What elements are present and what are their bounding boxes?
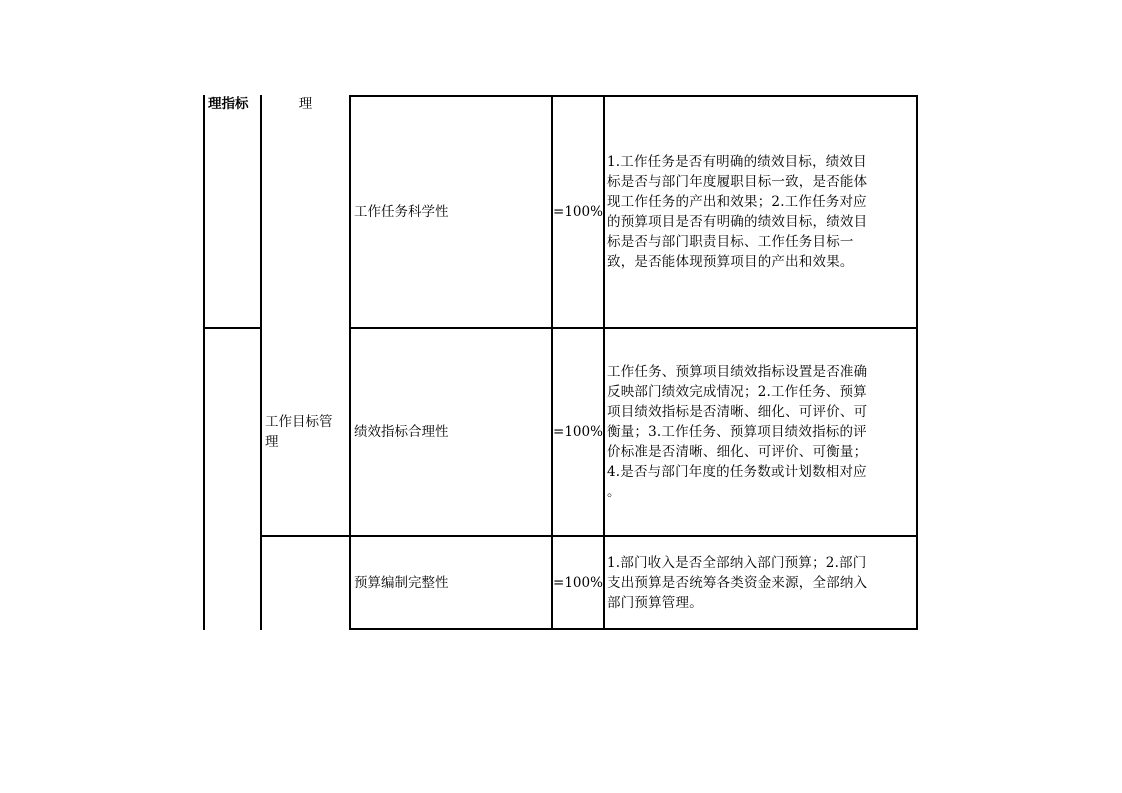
target-value: =100% [553, 574, 603, 591]
category-line: 理 [265, 434, 279, 450]
left-border [203, 95, 205, 630]
description-line: 部门预算管理。 [607, 594, 703, 611]
indicator-name: 工作任务科学性 [354, 204, 449, 220]
category-name [265, 329, 349, 535]
description-line: 支出预算是否统筹各类资金来源，全部纳入 [607, 574, 868, 591]
description-line: 1.工作任务是否有明确的绩效目标，绩效目 [607, 154, 867, 170]
indicator-name: 预算编制完整性 [354, 574, 449, 591]
description-line: 1.部门收入是否全部纳入部门预算；2.部门 [607, 554, 867, 571]
col-divider-2 [349, 95, 351, 630]
description-line: 。 [607, 484, 621, 500]
description-line: 工作任务、预算项目绩效指标设置是否准确 [607, 364, 868, 380]
indicator-description [607, 329, 915, 535]
description-line: 标是否与部门职责目标、工作任务目标一 [607, 234, 854, 250]
target-value: =100% [553, 204, 603, 220]
description-line: 衡量；3.工作任务、预算项目绩效指标的评 [607, 424, 867, 440]
indicator-description [607, 537, 915, 628]
level2-indicator-label-top: 理 [298, 96, 313, 112]
description-line: 标是否与部门年度履职目标一致，是否能体 [607, 174, 868, 190]
target-value: =100% [553, 424, 603, 440]
indicator-description [607, 97, 915, 327]
category-line: 工作目标管 [265, 414, 333, 430]
col-divider-1 [260, 95, 262, 630]
description-line: 致，是否能体现预算项目的产出和效果。 [607, 254, 854, 270]
description-line: 价标准是否清晰、细化、可评价、可衡量； [607, 444, 868, 460]
row-divider-1 [203, 327, 261, 329]
description-line: 的预算项目是否有明确的绩效目标，绩效目 [607, 214, 868, 230]
description-line: 项目绩效指标是否清晰、细化、可评价、可 [607, 404, 868, 420]
col-divider-4 [603, 95, 605, 630]
bottom-border [349, 628, 918, 630]
right-border [916, 95, 918, 630]
description-line: 反映部门绩效完成情况；2.工作任务、预算 [607, 384, 867, 400]
indicator-name: 绩效指标合理性 [354, 424, 449, 440]
description-line: 4.是否与部门年度的任务数或计划数相对应 [607, 464, 867, 480]
description-line: 现工作任务的产出和效果；2.工作任务对应 [607, 194, 867, 210]
level1-indicator-label: 理指标 [208, 96, 249, 112]
